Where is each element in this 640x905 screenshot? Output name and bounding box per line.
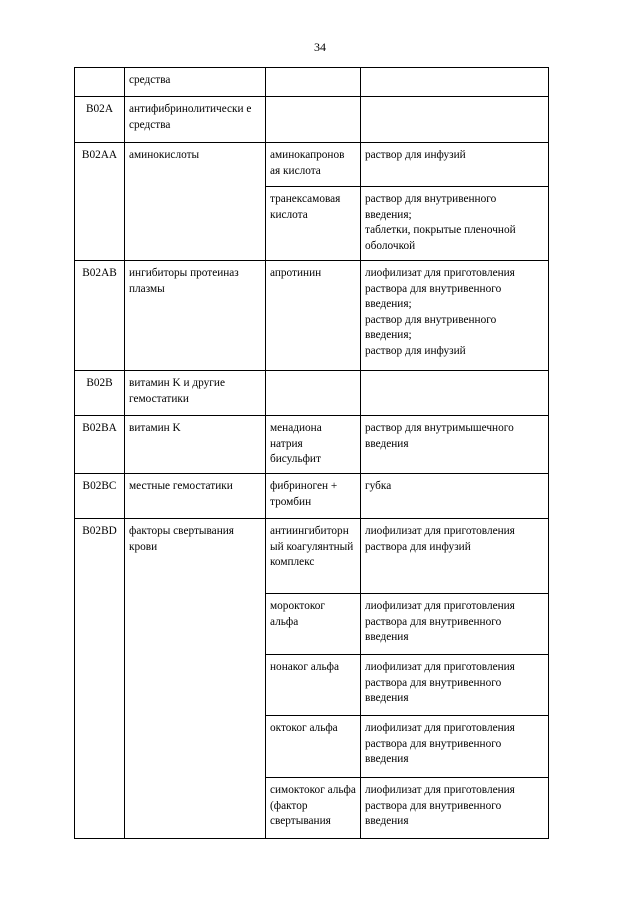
dosage-form — [361, 778, 549, 839]
dosage-form-line: лиофилизат для приготовления раствора для внутривенного введения; — [365, 267, 515, 310]
group-name: средства — [125, 68, 266, 97]
dosage-form-line: раствор для инфузий — [365, 149, 466, 161]
page-number: 34 — [314, 40, 326, 54]
table-row — [75, 519, 549, 594]
dosage-form-line: губка — [365, 480, 392, 492]
group-name: факторы свертывания крови — [125, 519, 266, 839]
atc-code: B02BD — [75, 519, 125, 839]
dosage-form — [361, 68, 549, 97]
group-name: ингибиторы протеиназ плазмы — [125, 261, 266, 371]
table-row — [75, 371, 549, 416]
dosage-form — [361, 261, 549, 371]
dosage-form — [361, 716, 549, 778]
dosage-form — [361, 97, 549, 143]
dosage-form-line: лиофилизат для приготовления раствора для внутривенного введения — [365, 784, 515, 827]
dosage-form — [361, 416, 549, 474]
inn-name: транексамовая кислота — [266, 187, 361, 261]
atc-code: B02A — [75, 97, 125, 143]
group-name: антифибринолитически е средства — [125, 97, 266, 143]
table-row — [75, 261, 549, 371]
inn-name: менадиона натрия бисульфит — [266, 416, 361, 474]
dosage-form-line: раствор для внутривенного введения; — [365, 193, 497, 221]
inn-name: аминокапронов ая кислота — [266, 143, 361, 187]
atc-code: B02AA — [75, 143, 125, 261]
dosage-form-line: раствор для инфузий — [365, 344, 466, 357]
group-name: местные гемостатики — [125, 474, 266, 519]
atc-code: B02B — [75, 371, 125, 416]
atc-code: B02BA — [75, 416, 125, 474]
dosage-form — [361, 594, 549, 655]
dosage-form-line: лиофилизат для приготовления раствора для внутривенного введения — [365, 600, 515, 643]
dosage-form-line: лиофилизат для приготовления раствора для инфузий — [365, 525, 515, 553]
table-row — [75, 68, 549, 97]
inn-name: октоког альфа — [266, 716, 361, 778]
table-row — [75, 474, 549, 519]
group-name: витамин K — [125, 416, 266, 474]
atc-code: B02BC — [75, 474, 125, 519]
dosage-form — [361, 371, 549, 416]
dosage-form — [361, 187, 549, 261]
dosage-form-line: раствор для внутримышечного введения — [365, 422, 514, 450]
dosage-form — [361, 655, 549, 716]
table-row — [75, 97, 549, 143]
dosage-form — [361, 474, 549, 519]
inn-name — [266, 371, 361, 416]
group-name: витамин K и другие гемостатики — [125, 371, 266, 416]
inn-name: антиингибиторн ый коагулянтный комплекс — [266, 519, 361, 594]
dosage-form-line: раствор для внутривенного введения; — [365, 313, 497, 341]
dosage-form — [361, 143, 549, 187]
table-row — [75, 416, 549, 474]
inn-name — [266, 97, 361, 143]
inn-name: симоктоког альфа (фактор свертывания — [266, 778, 361, 839]
dosage-form-line: лиофилизат для приготовления раствора для внутривенного введения — [365, 722, 515, 765]
inn-name — [266, 68, 361, 97]
dosage-form — [361, 519, 549, 594]
atc-code — [75, 68, 125, 97]
dosage-form-line: таблетки, покрытые пленочной оболочкой — [365, 224, 516, 252]
table-row — [75, 143, 549, 187]
atc-code: B02AB — [75, 261, 125, 371]
group-name: аминокислоты — [125, 143, 266, 261]
inn-name: нонаког альфа — [266, 655, 361, 716]
drug-table — [74, 67, 549, 839]
inn-name: мороктоког альфа — [266, 594, 361, 655]
dosage-form-line: лиофилизат для приготовления раствора для внутривенного введения — [365, 661, 515, 704]
inn-name: фибриноген + тромбин — [266, 474, 361, 519]
inn-name: апротинин — [266, 261, 361, 371]
